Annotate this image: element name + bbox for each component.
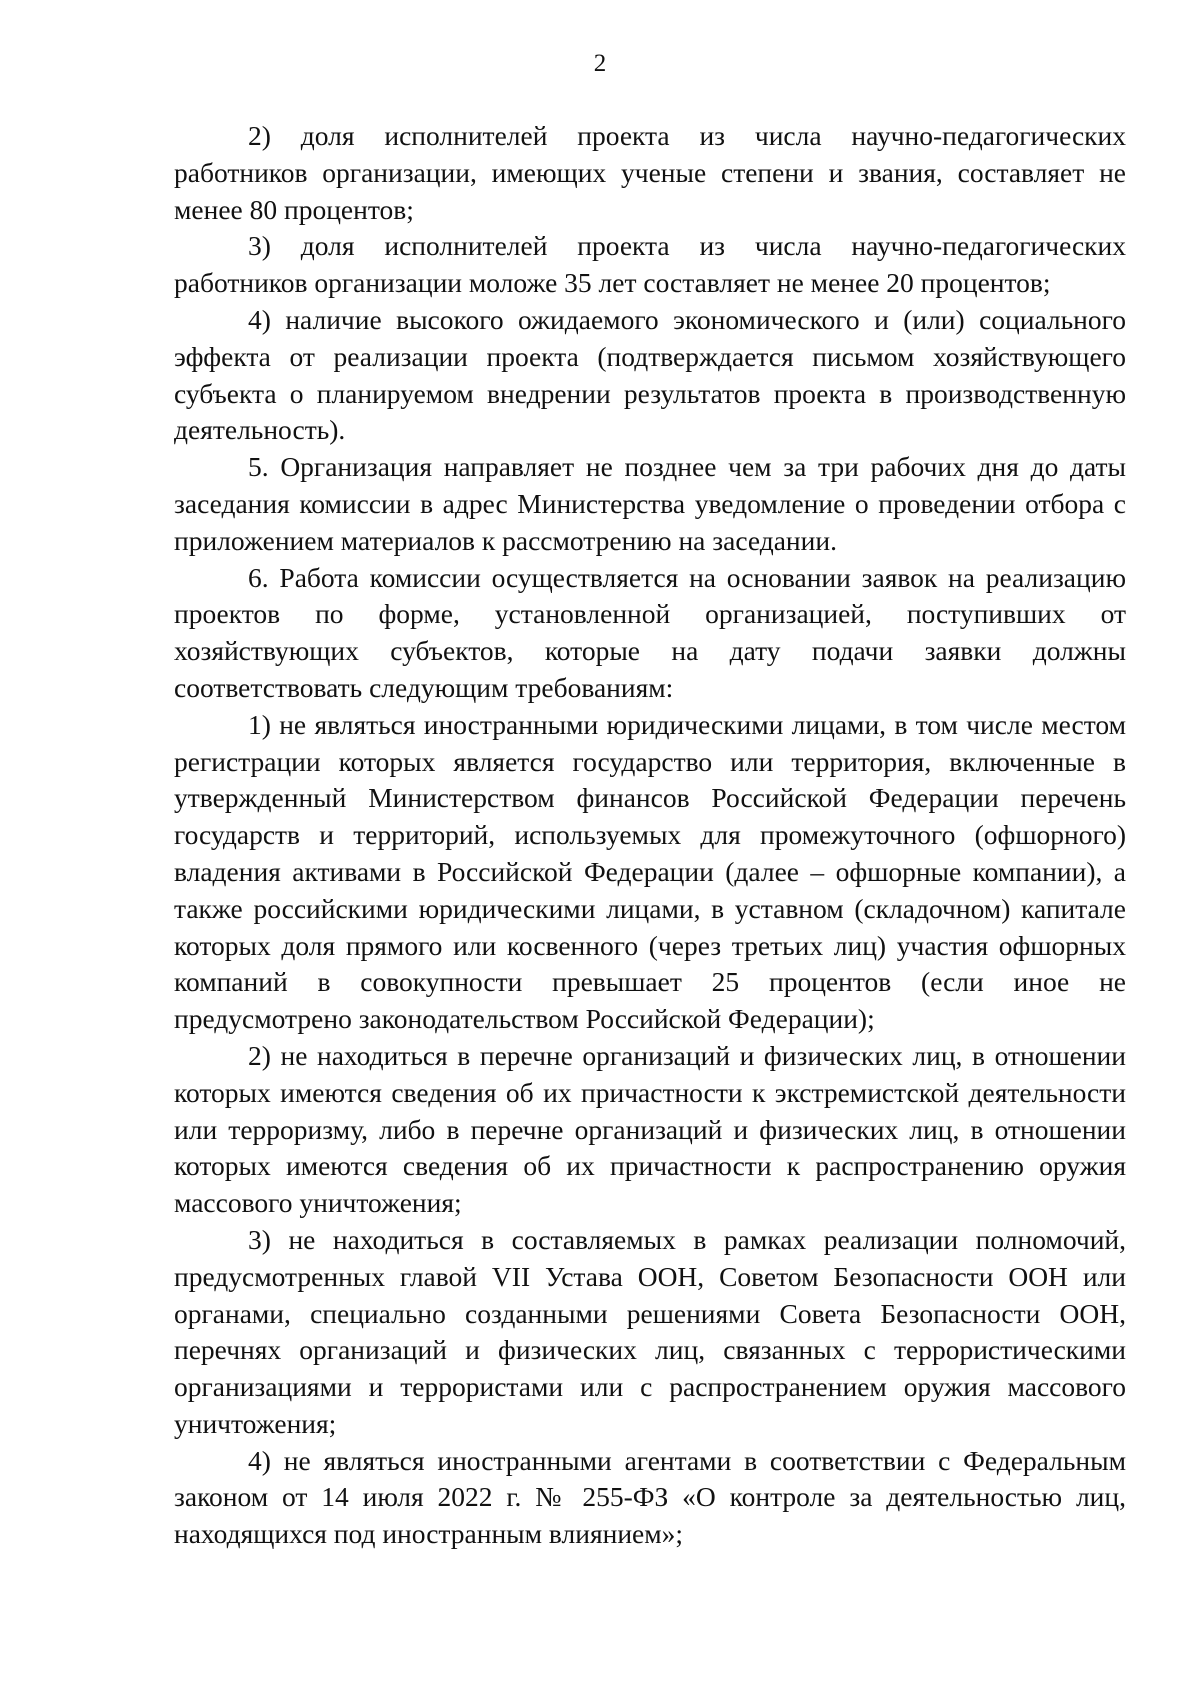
paragraph-item-2-staff-degrees: 2) доля исполнителей проекта из числа научно-педагогических работников организации, имеющих ученые степени и звания, составляет не менее 80 процентов; (174, 120, 1126, 225)
paragraph-requirement-4-foreign-agents: 4) не являться иностранными агентами в соответствии с Федеральным законом от 14 июля 2022 г. № 255-ФЗ «О контроле за деятельностью лиц, находящихся под иностранным влиянием»; (174, 1444, 1126, 1550)
paragraph-clause-6-commission-work: 6. Работа комиссии осуществляется на основании заявок на реализацию проектов по форме, установленной организацией, поступивших от хозяйствующих субъектов, которые на дату подачи заявки должны соответствовать следующим требованиям: (174, 561, 1126, 703)
page-number: 2 (593, 50, 607, 77)
paragraph-item-4-economic-effect: 4) наличие высокого ожидаемого экономического и (или) социального эффекта от реализации проекта (подтверждается письмом хозяйствующего субъекта о планируемом внедрении результатов проекта в производственную деятельность). (174, 303, 1126, 446)
paragraph-requirement-3-un-lists: 3) не находиться в составляемых в рамках реализации полномочий, предусмотренных главой VII Устава ООН, Советом Безопасности ООН или органами, специально созданными решениями Совета Безопасности ООН, перечнях организаций и физических лиц, связанных с террористическими организациями и террористами или с распространением оружия массового уничтожения; (174, 1223, 1126, 1439)
document-body (174, 118, 1126, 1553)
paragraph-requirement-2-extremism-list: 2) не находиться в перечне организаций и физических лиц, в отношении которых имеются сведения об их причастности к экстремистской деятельности или терроризму, либо в перечне организаций и физических лиц, в отношении которых имеются сведения об их причастности к распространению оружия массового уничтожения; (174, 1039, 1126, 1219)
paragraph-clause-5-notification: 5. Организация направляет не позднее чем за три рабочих дня до даты заседания комиссии в адрес Министерства уведомление о проведении отбора с приложением материалов к рассмотрению на заседании. (174, 451, 1126, 556)
paragraph-requirement-1-offshore: 1) не являться иностранными юридическими лицами, в том числе местом регистрации которых является государство или территория, включенные в утвержденный Министерством финансов Российской Федерации перечень государств и территорий, используемых для промежуточного (офшорного) владения активами в Российской Федерации (далее – офшорные компании), а также российскими юридическими лицами, в уставном (складочном) капитале которых доля прямого или косвенного (через третьих лиц) участия офшорных компаний в совокупности превышает 25 процентов (если иное не предусмотрено законодательством Российской Федерации); (174, 708, 1126, 1035)
paragraph-item-3-young-staff: 3) доля исполнителей проекта из числа научно-педагогических работников организации моложе 35 лет составляет не менее 20 процентов; (174, 230, 1126, 299)
